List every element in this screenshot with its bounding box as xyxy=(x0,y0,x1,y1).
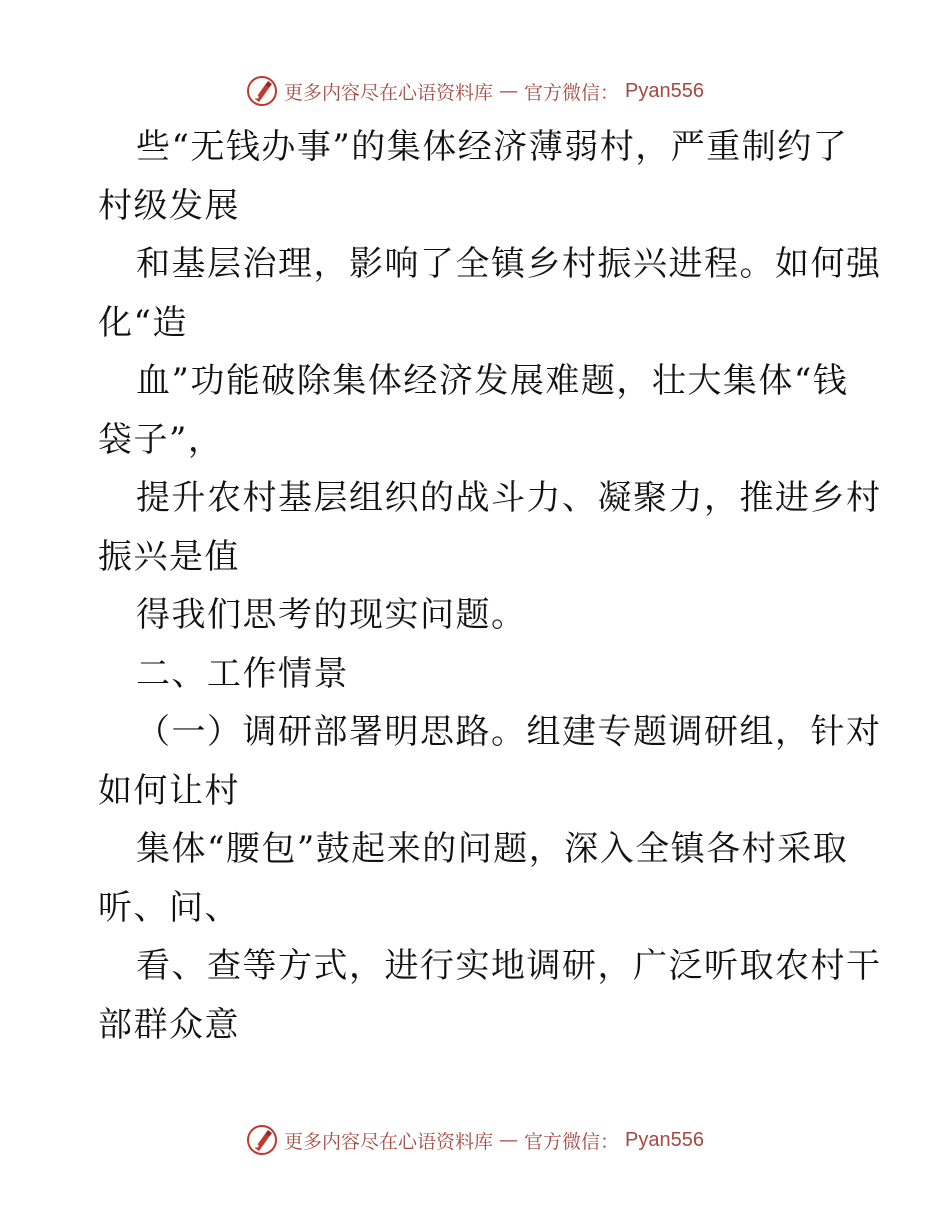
footer-banner xyxy=(0,1120,950,1160)
text-line: 听、问、 xyxy=(98,887,240,928)
text-line: 些“无钱办事”的集体经济薄弱村，严重制约了 xyxy=(136,127,849,167)
section-heading: 二、工作情景 xyxy=(136,653,349,694)
text-line: 集体“腰包”鼓起来的问题，深入全镇各村采取 xyxy=(136,829,849,869)
banner-wechat-label: 官方微信： xyxy=(524,81,620,104)
banner-separator: — xyxy=(499,1129,519,1151)
banner-text: 更多内容尽在心语资料库 xyxy=(284,81,494,104)
text-line: 袋子”， xyxy=(98,419,224,460)
pen-nib-icon xyxy=(246,75,278,107)
text-line: 得我们思考的现实问题。 xyxy=(136,595,527,635)
text-line: 村级发展 xyxy=(98,185,240,226)
text-line: 和基层治理，影响了全镇乡村振兴进程。如何强 xyxy=(136,244,882,284)
banner-wechat-label: 官方微信： xyxy=(524,1130,620,1153)
text-line: （一）调研部署明思路。组建专题调研组，针对 xyxy=(136,712,882,752)
text-line: 血”功能破除集体经济发展难题，壮大集体“钱 xyxy=(136,361,849,401)
text-line: 化“造 xyxy=(98,302,188,343)
banner-text: 更多内容尽在心语资料库 xyxy=(284,1130,494,1153)
banner-separator: — xyxy=(499,80,519,102)
text-line: 提升农村基层组织的战斗力、凝聚力，推进乡村 xyxy=(136,478,882,518)
banner-wechat-id: Pyan556 xyxy=(625,79,704,102)
text-line: 振兴是值 xyxy=(98,536,240,577)
text-line: 部群众意 xyxy=(98,1004,240,1045)
document-body xyxy=(98,118,882,1054)
text-line: 如何让村 xyxy=(98,770,240,811)
text-line: 看、查等方式，进行实地调研，广泛听取农村干 xyxy=(136,946,882,986)
banner-wechat-id: Pyan556 xyxy=(625,1128,704,1151)
header-banner xyxy=(0,71,950,111)
pen-nib-icon xyxy=(246,1124,278,1156)
